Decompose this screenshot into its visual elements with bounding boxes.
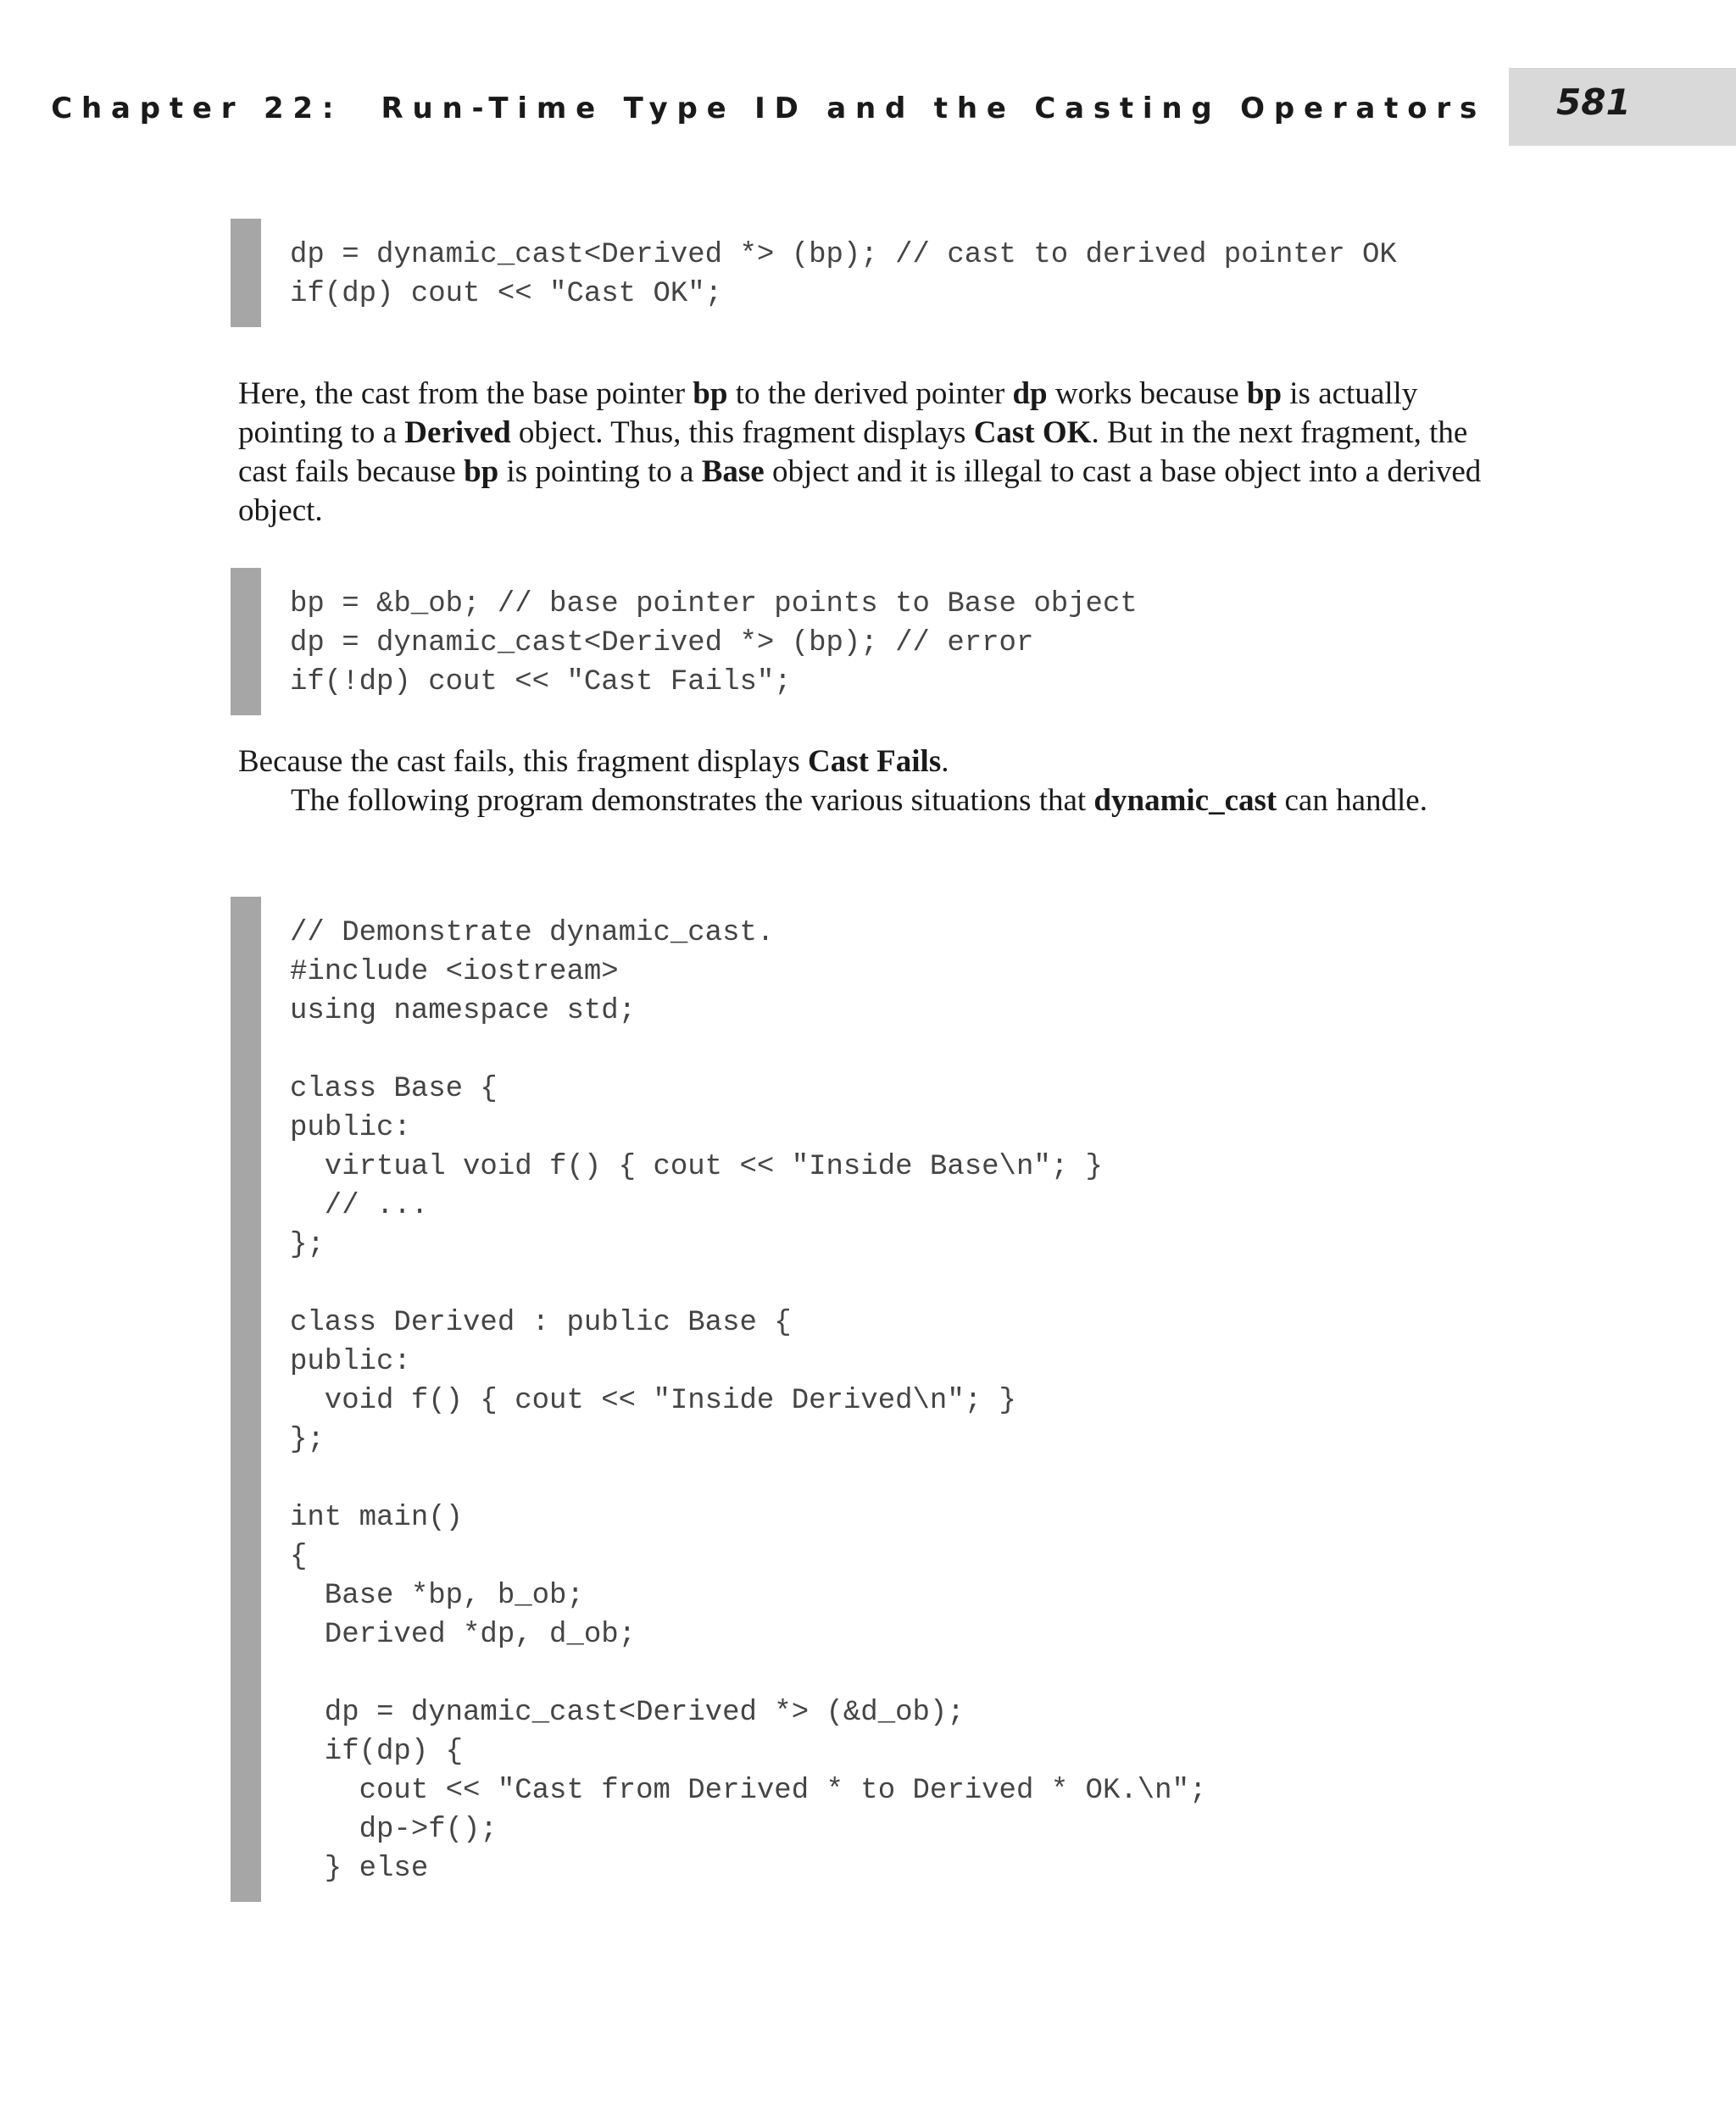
code-line: virtual void f() { cout << "Inside Base\n"; } [290,1151,1103,1183]
code-line: dp->f(); [290,1814,498,1846]
text-run: is pointing to a [498,454,702,489]
code-lines [290,585,1138,702]
code-lines [290,914,1206,1888]
text-run: can handle. [1277,783,1427,818]
code-line: }; [290,1229,325,1261]
bold-term: dynamic_cast [1093,783,1277,818]
code-line: using namespace std; [290,995,637,1027]
paragraph-1 [238,375,1484,531]
code-line [290,1654,1206,1693]
code-line: } else [290,1853,429,1885]
paragraph-text [238,375,1484,531]
text-run: works because [1047,376,1247,411]
text-run: The following program demonstrates the various situations that [291,783,1094,818]
bold-term: Cast OK [973,415,1092,450]
text-run: is actually pointing to a [238,376,1418,450]
code-line: bp = &b_ob; // base pointer points to Base object [290,588,1138,620]
code-line: Base *bp, b_ob; [290,1580,584,1612]
code-line: void f() { cout << "Inside Derived\n"; } [290,1385,1016,1417]
code-line [290,1459,1206,1498]
code-line: Derived *dp, d_ob; [290,1619,637,1651]
text-run: . [941,744,949,779]
code-bar [231,897,261,1902]
bold-term: Derived [404,415,511,450]
bold-term: bp [464,454,499,489]
bold-term: Cast Fails [807,744,942,779]
code-line: class Base { [290,1073,498,1105]
code-line: dp = dynamic_cast<Derived *> (bp); // error [290,627,1034,659]
code-bar [231,568,261,715]
bold-term: Base [701,454,765,489]
code-line: #include <iostream> [290,956,619,988]
code-line: public: [290,1112,411,1144]
code-line: if(!dp) cout << "Cast Fails"; [290,666,792,698]
code-line: dp = dynamic_cast<Derived *> (&d_ob); [290,1697,965,1729]
code-line: cout << "Cast from Derived * to Derived * OK.\n"; [290,1775,1207,1807]
chapter-title: Chapter 22: Run-Time Type ID and the Casting Operators [51,92,1486,125]
code-line: class Derived : public Base { [290,1307,792,1339]
page-number-tab [1509,68,1736,146]
code-line: if(dp) cout << "Cast OK"; [290,278,723,310]
code-line: { [290,1541,308,1573]
code-line: // ... [290,1190,429,1222]
text-run: . But in the next fragment, the cast fails because [238,415,1468,489]
paragraph-text [238,742,1484,781]
page-number: 581 [1556,81,1631,123]
bold-term: bp [693,376,728,411]
paragraph-text [238,781,1484,820]
code-line: // Demonstrate dynamic_cast. [290,917,775,949]
text-run: object. Thus, this fragment displays [510,415,974,450]
bold-term: dp [1012,376,1048,411]
code-line: public: [290,1346,411,1378]
text-run: object and it is illegal to cast a base object into a derived object. [238,454,1482,528]
code-line: int main() [290,1502,464,1534]
text-run: to the derived pointer [727,376,1013,411]
running-header [0,68,1736,146]
paragraph-2 [238,742,1484,820]
code-line: dp = dynamic_cast<Derived *> (bp); // cast to derived pointer OK [290,239,1397,271]
text-run: Because the cast fails, this fragment displays [238,744,808,779]
bold-term: bp [1246,376,1283,411]
code-line: if(dp) { [290,1736,464,1768]
code-line [290,1265,1206,1304]
code-line [290,1031,1206,1070]
text-run: Here, the cast from the base pointer [238,376,693,411]
code-lines [290,236,1397,314]
code-line: }; [290,1424,325,1456]
code-bar [231,219,261,327]
